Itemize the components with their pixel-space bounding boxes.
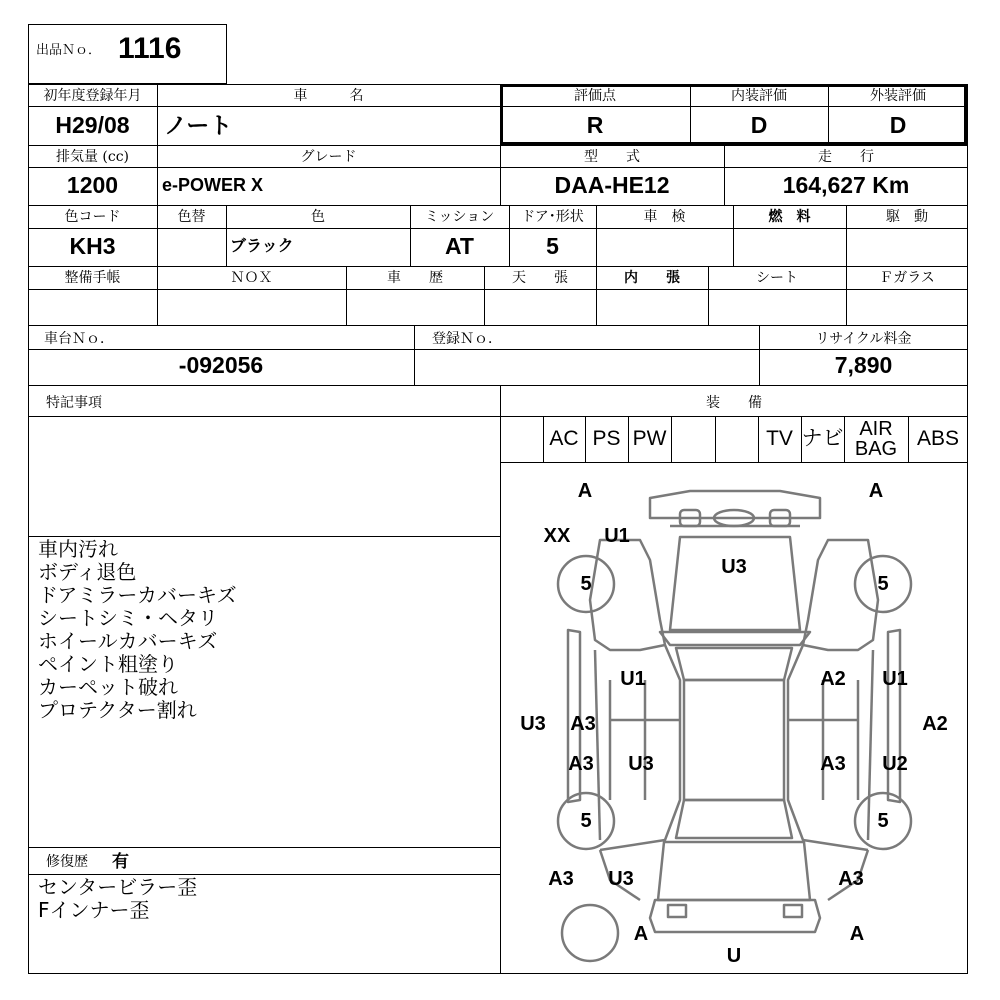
damage-mark: U1 [882, 668, 908, 690]
color-code-value: KH3 [69, 233, 116, 259]
interior-value: D [750, 112, 768, 138]
equipment-cell: ナビ [801, 427, 844, 450]
damage-mark: 5 [580, 573, 592, 595]
damage-mark: U1 [620, 668, 646, 690]
car-name-label: 車 名 [293, 88, 364, 104]
score-label: 評価点 [574, 88, 616, 104]
nox-label: ＮＯＸ [230, 270, 273, 286]
equipment-cell: AIR BAG [854, 418, 898, 460]
damage-mark: U3 [520, 713, 546, 735]
damage-mark: U1 [604, 525, 630, 547]
equipment-cell: PS [592, 427, 621, 450]
fuel-label: 燃 料 [768, 209, 811, 225]
inspection-label: 車 検 [643, 209, 686, 225]
damage-mark: U3 [721, 556, 747, 578]
note-line: 車内汚れ [38, 537, 118, 561]
displacement-label: 排気量 (cc) [55, 149, 130, 165]
damage-mark: U3 [608, 868, 634, 890]
note-line: カーペット破れ [38, 675, 178, 699]
note-line: ホイールカバーキズ [38, 629, 218, 653]
damage-mark: U [726, 945, 742, 967]
damage-mark: U2 [882, 753, 908, 775]
damage-mark: 5 [580, 810, 592, 832]
note-line: プロテクター割れ [38, 698, 197, 722]
damage-mark: A3 [838, 868, 864, 890]
repaint-label: 色替 [177, 209, 206, 225]
damage-mark: A [849, 923, 865, 945]
damage-mark: A2 [820, 668, 846, 690]
grade-value: e-POWER X [162, 175, 264, 195]
chassis-value: -092056 [178, 352, 264, 378]
damage-mark: A [577, 480, 593, 502]
equipment-row [500, 416, 968, 462]
service-book-label: 整備手帳 [64, 270, 121, 286]
history-label: 車 歴 [387, 270, 443, 286]
damage-mark: A3 [548, 868, 574, 890]
mileage-label: 走 行 [818, 149, 874, 165]
door-value: 5 [546, 233, 559, 259]
damage-mark: XX [543, 525, 571, 547]
displacement-value: 1200 [66, 172, 119, 198]
notes-label: 特記事項 [46, 395, 102, 411]
color-label: 色 [311, 209, 325, 225]
note-line: シートシミ・ヘタリ [38, 606, 218, 630]
exterior-label: 外装評価 [870, 88, 926, 104]
mission-label: ミッション [424, 209, 495, 225]
fglass-label: Ｆガラス [879, 270, 935, 286]
drive-label: 駆 動 [886, 209, 928, 225]
chassis-label: 車台Ｎｏ． [44, 331, 114, 347]
first-reg-value: H29/08 [55, 112, 130, 138]
equipment-cell [715, 418, 758, 460]
seat-label: シート [756, 270, 798, 286]
damage-mark: A2 [922, 713, 948, 735]
damage-mark: A [633, 923, 649, 945]
damage-mark: U3 [628, 753, 654, 775]
lot-label: 出品Ｎｏ． [36, 43, 102, 58]
reg-label: 登録Ｎｏ． [432, 331, 502, 347]
interior-label: 内装評価 [731, 88, 787, 104]
equipment-cell [500, 418, 543, 460]
lot-number: 1116 [118, 32, 182, 65]
mission-value: AT [445, 233, 474, 259]
note-line: ボディ退色 [38, 560, 137, 584]
damage-mark: 5 [877, 573, 889, 595]
note-line: ドアミラーカバーキズ [38, 583, 237, 607]
recycle-label: リサイクル料金 [815, 331, 912, 347]
car-diagram [500, 462, 968, 974]
damage-mark: A [868, 480, 884, 502]
color-code-label: 色コード [64, 209, 121, 225]
mileage-value: 164,627 Km [782, 172, 910, 198]
equipment-cell [671, 418, 715, 460]
equipment-label: 装 備 [706, 395, 762, 411]
damage-mark: A3 [570, 713, 596, 735]
roof-label: 天 張 [512, 270, 568, 286]
car-name-value: ノート [164, 112, 233, 138]
damage-mark: A3 [820, 753, 846, 775]
note-line: ペイント粗塗り [38, 652, 178, 676]
damage-mark: 5 [877, 810, 889, 832]
equipment-cell: PW [632, 427, 667, 450]
grade-label: グレード [300, 149, 357, 165]
model-value: DAA-HE12 [554, 172, 670, 198]
equipment-cell: AC [549, 427, 579, 450]
repair-value: 有 [112, 852, 129, 871]
repair-label: 修復歴 [46, 854, 88, 870]
door-label: ドア･形状 [521, 209, 584, 225]
recycle-value: 7,890 [834, 352, 893, 378]
equipment-cell: TV [766, 427, 793, 450]
first-reg-label: 初年度登録年月 [43, 88, 142, 104]
interior-trim-label: 内 張 [624, 270, 680, 286]
exterior-value: D [889, 112, 907, 138]
color-value: ブラック [230, 238, 294, 255]
model-label: 型 式 [584, 149, 640, 165]
equipment-cell: ABS [916, 427, 960, 450]
score-value: R [586, 112, 604, 138]
repair-line: Fインナー歪 [38, 898, 150, 922]
damage-mark: A3 [568, 753, 594, 775]
repair-line: センタービラー歪 [38, 875, 198, 899]
